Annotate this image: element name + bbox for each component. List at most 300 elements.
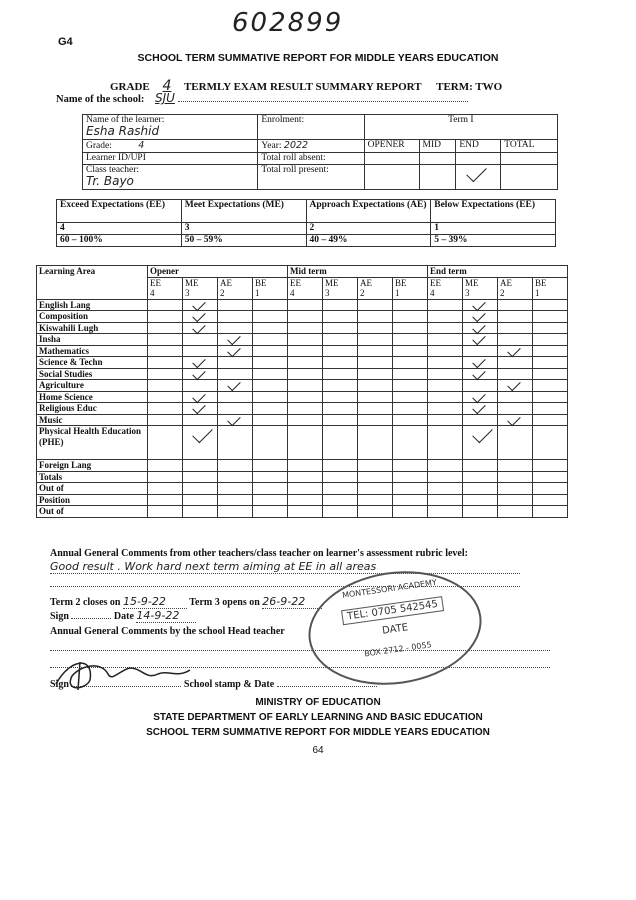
score-cell bbox=[288, 414, 323, 426]
level-header bbox=[323, 277, 358, 299]
score-cell bbox=[253, 322, 288, 334]
learning-area-name: Science & Techn bbox=[37, 357, 148, 369]
score-cell bbox=[218, 483, 253, 495]
score-cell bbox=[148, 426, 183, 460]
score-cell bbox=[358, 311, 393, 323]
score-cell bbox=[533, 345, 568, 357]
score-cell bbox=[218, 460, 253, 472]
score-cell bbox=[428, 494, 463, 506]
score-cell bbox=[253, 391, 288, 403]
teacher-comments-label: Annual General Comments from other teachers/class teacher on learner's assessment rubric level: bbox=[50, 548, 468, 559]
score-cell bbox=[498, 483, 533, 495]
level-number: 2 bbox=[360, 288, 365, 298]
score-cell bbox=[218, 311, 253, 323]
enrolment-label: Enrolment: bbox=[258, 115, 364, 140]
score-cell bbox=[253, 345, 288, 357]
score-cell bbox=[358, 299, 393, 311]
score-cell bbox=[148, 494, 183, 506]
score-cell bbox=[148, 380, 183, 392]
learning-area-name: Agriculture bbox=[37, 380, 148, 392]
stamp-school: MONTESSORI ACADEMY bbox=[341, 577, 438, 600]
score-cell bbox=[323, 345, 358, 357]
score-cell bbox=[358, 368, 393, 380]
score-cell bbox=[183, 471, 218, 483]
score-cell bbox=[323, 506, 358, 518]
grade-label: GRADE bbox=[110, 81, 150, 93]
learner-id-label: Learner ID/UPI bbox=[83, 153, 258, 165]
score-cell bbox=[288, 460, 323, 472]
score-cell bbox=[288, 483, 323, 495]
level-number: 1 bbox=[395, 288, 400, 298]
report-title: TERMLY EXAM RESULT SUMMARY REPORT bbox=[183, 81, 422, 93]
score-cell bbox=[463, 460, 498, 472]
score-cell bbox=[288, 322, 323, 334]
score-cell bbox=[393, 403, 428, 415]
score-cell bbox=[428, 322, 463, 334]
roll-absent-label: Total roll absent: bbox=[258, 153, 364, 165]
score-cell bbox=[463, 471, 498, 483]
score-cell bbox=[358, 403, 393, 415]
score-cell bbox=[533, 311, 568, 323]
level-header bbox=[393, 277, 428, 299]
score-cell bbox=[393, 483, 428, 495]
score-row bbox=[37, 483, 568, 495]
score-cell bbox=[393, 334, 428, 346]
score-cell bbox=[533, 426, 568, 460]
check-mark-icon bbox=[472, 332, 485, 345]
check-mark-icon bbox=[192, 309, 205, 322]
term-header: Term I bbox=[364, 115, 557, 140]
learning-area-name: Religious Educ bbox=[37, 403, 148, 415]
present-opener bbox=[364, 165, 419, 190]
score-cell bbox=[533, 460, 568, 472]
score-cell bbox=[393, 357, 428, 369]
learning-area-name: Composition bbox=[37, 311, 148, 323]
level-number: 1 bbox=[535, 288, 540, 298]
score-cell bbox=[358, 345, 393, 357]
score-row bbox=[37, 380, 568, 392]
score-cell bbox=[393, 426, 428, 460]
stamp-tel: TEL: 0705 542545 bbox=[341, 596, 443, 625]
score-cell bbox=[428, 506, 463, 518]
score-cell bbox=[323, 426, 358, 460]
check-mark-icon bbox=[507, 412, 520, 425]
band-range: 50 – 59% bbox=[181, 235, 306, 247]
score-cell bbox=[323, 357, 358, 369]
page-number: 64 bbox=[312, 745, 324, 756]
band-name: Exceed Expectations (EE) bbox=[57, 200, 182, 223]
absent-mid bbox=[419, 153, 456, 165]
score-cell bbox=[533, 357, 568, 369]
band-range: 40 – 49% bbox=[306, 235, 431, 247]
check-mark-icon bbox=[192, 423, 213, 444]
score-cell bbox=[253, 414, 288, 426]
score-cell bbox=[148, 299, 183, 311]
score-cell bbox=[253, 483, 288, 495]
level-number: 4 bbox=[430, 288, 435, 298]
score-row bbox=[37, 460, 568, 472]
score-cell bbox=[323, 460, 358, 472]
score-cell bbox=[148, 506, 183, 518]
score-cell bbox=[183, 322, 218, 334]
level-header bbox=[288, 277, 323, 299]
score-cell bbox=[498, 506, 533, 518]
term-label: TERM: TWO bbox=[436, 81, 503, 93]
score-cell bbox=[183, 403, 218, 415]
score-cell bbox=[288, 471, 323, 483]
score-cell bbox=[358, 426, 393, 460]
score-cell bbox=[428, 334, 463, 346]
learner-info-table bbox=[82, 114, 558, 190]
score-cell bbox=[323, 403, 358, 415]
score-cell bbox=[533, 403, 568, 415]
score-cell bbox=[358, 391, 393, 403]
score-row bbox=[37, 311, 568, 323]
score-cell bbox=[323, 414, 358, 426]
score-cell bbox=[428, 368, 463, 380]
sign-underline bbox=[71, 618, 111, 619]
learner-name-value: Esha Rashid bbox=[86, 124, 160, 138]
level-header bbox=[533, 277, 568, 299]
score-cell bbox=[428, 391, 463, 403]
level-code: ME bbox=[185, 277, 199, 288]
score-cell bbox=[498, 494, 533, 506]
reference-number: 602899 bbox=[232, 8, 344, 38]
score-row bbox=[37, 357, 568, 369]
stamp-date: DATE bbox=[381, 622, 409, 637]
score-row bbox=[37, 322, 568, 334]
period-header: Opener bbox=[148, 266, 288, 278]
score-cell bbox=[533, 322, 568, 334]
level-code: BE bbox=[535, 277, 547, 288]
score-cell bbox=[218, 357, 253, 369]
band-level: 4 bbox=[57, 223, 182, 235]
term-opens-label: Term 3 opens on bbox=[189, 597, 260, 608]
score-cell bbox=[428, 299, 463, 311]
learning-area-name: Position bbox=[37, 494, 148, 506]
term-closes-value: 15-9-22 bbox=[123, 595, 187, 609]
score-cell bbox=[253, 311, 288, 323]
score-row bbox=[37, 391, 568, 403]
score-cell bbox=[183, 494, 218, 506]
score-row bbox=[37, 426, 568, 460]
score-row bbox=[37, 334, 568, 346]
score-cell bbox=[463, 506, 498, 518]
score-cell bbox=[183, 426, 218, 460]
score-cell bbox=[323, 334, 358, 346]
score-cell bbox=[323, 494, 358, 506]
roll-present-label: Total roll present: bbox=[258, 165, 364, 190]
score-cell bbox=[533, 368, 568, 380]
score-cell bbox=[428, 357, 463, 369]
check-mark-icon bbox=[227, 378, 240, 391]
check-mark-icon bbox=[192, 320, 205, 333]
score-cell bbox=[218, 299, 253, 311]
score-cell bbox=[288, 357, 323, 369]
check-mark-icon bbox=[472, 309, 485, 322]
score-cell bbox=[218, 414, 253, 426]
score-cell bbox=[358, 471, 393, 483]
score-cell bbox=[148, 311, 183, 323]
score-cell bbox=[148, 483, 183, 495]
level-header bbox=[358, 277, 393, 299]
learning-area-header: Learning Area bbox=[37, 266, 148, 300]
score-cell bbox=[288, 403, 323, 415]
level-code: AE bbox=[220, 277, 232, 288]
score-cell bbox=[183, 506, 218, 518]
score-cell bbox=[498, 357, 533, 369]
score-cell bbox=[533, 506, 568, 518]
score-cell bbox=[323, 483, 358, 495]
score-cell bbox=[183, 414, 218, 426]
sign-label: Sign bbox=[50, 611, 69, 622]
date-label: Date bbox=[113, 611, 134, 622]
score-cell bbox=[253, 426, 288, 460]
level-header bbox=[183, 277, 218, 299]
term-closes-label: Term 2 closes on bbox=[50, 597, 121, 608]
band-level: 1 bbox=[431, 223, 556, 235]
score-cell bbox=[323, 368, 358, 380]
score-cell bbox=[253, 494, 288, 506]
score-cell bbox=[323, 471, 358, 483]
score-cell bbox=[498, 311, 533, 323]
band-name: Below Expectations (EE) bbox=[431, 200, 556, 223]
score-cell bbox=[288, 494, 323, 506]
score-cell bbox=[498, 322, 533, 334]
level-number: 3 bbox=[465, 288, 470, 298]
school-underline bbox=[178, 101, 468, 102]
level-number: 3 bbox=[185, 288, 190, 298]
score-cell bbox=[323, 322, 358, 334]
level-number: 4 bbox=[150, 288, 155, 298]
score-cell bbox=[358, 322, 393, 334]
score-cell bbox=[533, 334, 568, 346]
score-cell bbox=[428, 380, 463, 392]
score-cell bbox=[253, 471, 288, 483]
scores-table bbox=[36, 265, 568, 518]
learning-area-name: Mathematics bbox=[37, 345, 148, 357]
score-cell bbox=[498, 426, 533, 460]
learner-grade-cell bbox=[83, 140, 258, 153]
level-code: BE bbox=[395, 277, 407, 288]
score-cell bbox=[288, 426, 323, 460]
learning-area-name: English Lang bbox=[37, 299, 148, 311]
score-cell bbox=[358, 414, 393, 426]
score-cell bbox=[253, 506, 288, 518]
score-cell bbox=[358, 483, 393, 495]
head-sign-label: Sign bbox=[50, 679, 69, 690]
period-header: End term bbox=[428, 266, 568, 278]
check-mark-icon bbox=[192, 366, 205, 379]
band-range: 5 – 39% bbox=[431, 235, 556, 247]
score-cell bbox=[463, 494, 498, 506]
signature-scribble bbox=[50, 650, 210, 694]
score-cell bbox=[428, 403, 463, 415]
learning-area-name: Out of bbox=[37, 506, 148, 518]
level-code: ME bbox=[325, 277, 339, 288]
level-code: EE bbox=[290, 277, 301, 288]
score-cell bbox=[358, 334, 393, 346]
level-code: BE bbox=[255, 277, 267, 288]
learning-area-name: Totals bbox=[37, 471, 148, 483]
level-number: 2 bbox=[220, 288, 225, 298]
band-level: 3 bbox=[181, 223, 306, 235]
stamp-box: BOX 2712 - 0055 bbox=[363, 640, 433, 659]
footer-ministry: MINISTRY OF EDUCATION bbox=[255, 697, 381, 708]
score-cell bbox=[393, 414, 428, 426]
score-cell bbox=[393, 391, 428, 403]
band-name: Meet Expectations (ME) bbox=[181, 200, 306, 223]
score-cell bbox=[253, 334, 288, 346]
score-cell bbox=[498, 391, 533, 403]
score-cell bbox=[253, 357, 288, 369]
col-mid: MID bbox=[419, 140, 456, 153]
score-cell bbox=[183, 483, 218, 495]
learning-area-name: Social Studies bbox=[37, 368, 148, 380]
level-header bbox=[498, 277, 533, 299]
check-mark-icon bbox=[472, 401, 485, 414]
score-cell bbox=[393, 299, 428, 311]
grade-value: 4 bbox=[162, 78, 172, 94]
year-value: 2022 bbox=[283, 140, 309, 151]
score-cell bbox=[463, 414, 498, 426]
band-range: 60 – 100% bbox=[57, 235, 182, 247]
level-number: 4 bbox=[290, 288, 295, 298]
score-cell bbox=[218, 380, 253, 392]
score-cell bbox=[498, 471, 533, 483]
score-cell bbox=[253, 403, 288, 415]
learner-grade-value: 4 bbox=[138, 140, 145, 151]
score-cell bbox=[218, 345, 253, 357]
learner-grade-label: Grade: bbox=[86, 141, 112, 151]
absent-total bbox=[501, 153, 558, 165]
score-cell bbox=[393, 345, 428, 357]
score-cell bbox=[393, 322, 428, 334]
level-number: 1 bbox=[255, 288, 260, 298]
learning-area-name: Kiswahili Lugh bbox=[37, 322, 148, 334]
score-cell bbox=[498, 299, 533, 311]
score-cell bbox=[148, 368, 183, 380]
score-cell bbox=[498, 345, 533, 357]
score-row bbox=[37, 345, 568, 357]
score-cell bbox=[253, 368, 288, 380]
score-cell bbox=[148, 345, 183, 357]
check-mark-icon bbox=[507, 343, 520, 356]
score-cell bbox=[218, 494, 253, 506]
score-cell bbox=[148, 460, 183, 472]
score-cell bbox=[428, 414, 463, 426]
score-cell bbox=[393, 380, 428, 392]
score-cell bbox=[533, 414, 568, 426]
check-mark-icon bbox=[227, 412, 240, 425]
score-cell bbox=[498, 414, 533, 426]
performance-bands-table bbox=[56, 199, 556, 247]
check-mark-icon bbox=[467, 162, 488, 183]
score-cell bbox=[533, 299, 568, 311]
score-row bbox=[37, 471, 568, 483]
level-header bbox=[253, 277, 288, 299]
date-value: 14-9-22 bbox=[136, 609, 196, 623]
check-mark-icon bbox=[192, 401, 205, 414]
learner-name-label: Name of the learner: bbox=[86, 115, 165, 125]
score-cell bbox=[288, 345, 323, 357]
score-cell bbox=[148, 357, 183, 369]
score-cell bbox=[393, 506, 428, 518]
score-cell bbox=[533, 471, 568, 483]
stamp-date-underline bbox=[277, 686, 377, 687]
learning-area-name: Music bbox=[37, 414, 148, 426]
absent-opener bbox=[364, 153, 419, 165]
score-cell bbox=[148, 334, 183, 346]
score-cell bbox=[463, 334, 498, 346]
score-cell bbox=[218, 391, 253, 403]
score-cell bbox=[358, 357, 393, 369]
score-cell bbox=[148, 322, 183, 334]
level-code: ME bbox=[465, 277, 479, 288]
score-cell bbox=[218, 471, 253, 483]
score-cell bbox=[148, 471, 183, 483]
year-cell bbox=[258, 140, 364, 153]
score-cell bbox=[253, 299, 288, 311]
main-title: SCHOOL TERM SUMMATIVE REPORT FOR MIDDLE YEARS EDUCATION bbox=[137, 52, 499, 64]
teacher-value: Tr. Bayo bbox=[86, 174, 134, 188]
check-mark-icon bbox=[472, 366, 485, 379]
score-cell bbox=[498, 460, 533, 472]
footer-report: SCHOOL TERM SUMMATIVE REPORT FOR MIDDLE YEARS EDUCATION bbox=[146, 727, 490, 738]
present-mid bbox=[419, 165, 456, 190]
score-cell bbox=[323, 380, 358, 392]
score-cell bbox=[148, 414, 183, 426]
learning-area-name: Foreign Lang bbox=[37, 460, 148, 472]
col-end: END bbox=[456, 140, 501, 153]
score-cell bbox=[428, 471, 463, 483]
score-cell bbox=[253, 460, 288, 472]
score-cell bbox=[393, 471, 428, 483]
score-cell bbox=[393, 494, 428, 506]
score-cell bbox=[428, 483, 463, 495]
score-row bbox=[37, 414, 568, 426]
footer-department: STATE DEPARTMENT OF EARLY LEARNING AND BASIC EDUCATION bbox=[153, 712, 483, 723]
score-cell bbox=[323, 311, 358, 323]
check-mark-icon bbox=[507, 378, 520, 391]
check-mark-icon bbox=[472, 355, 485, 368]
level-header bbox=[148, 277, 183, 299]
head-comments-label: Annual General Comments by the school Head teacher bbox=[50, 626, 285, 637]
band-level: 2 bbox=[306, 223, 431, 235]
score-cell bbox=[533, 483, 568, 495]
score-cell bbox=[288, 299, 323, 311]
teacher-comments-value: Good result . Work hard next term aiming at EE in all areas bbox=[50, 560, 520, 574]
present-total bbox=[501, 165, 558, 190]
score-cell bbox=[288, 368, 323, 380]
score-row bbox=[37, 494, 568, 506]
score-cell bbox=[533, 380, 568, 392]
level-code: EE bbox=[430, 277, 441, 288]
score-cell bbox=[393, 368, 428, 380]
score-row bbox=[37, 506, 568, 518]
score-cell bbox=[358, 460, 393, 472]
score-cell bbox=[148, 391, 183, 403]
score-cell bbox=[183, 334, 218, 346]
year-label: Year: bbox=[261, 141, 282, 151]
score-cell bbox=[218, 426, 253, 460]
score-cell bbox=[253, 380, 288, 392]
band-name: Approach Expectations (AE) bbox=[306, 200, 431, 223]
score-cell bbox=[463, 483, 498, 495]
score-cell bbox=[533, 391, 568, 403]
check-mark-icon bbox=[192, 355, 205, 368]
score-row bbox=[37, 403, 568, 415]
